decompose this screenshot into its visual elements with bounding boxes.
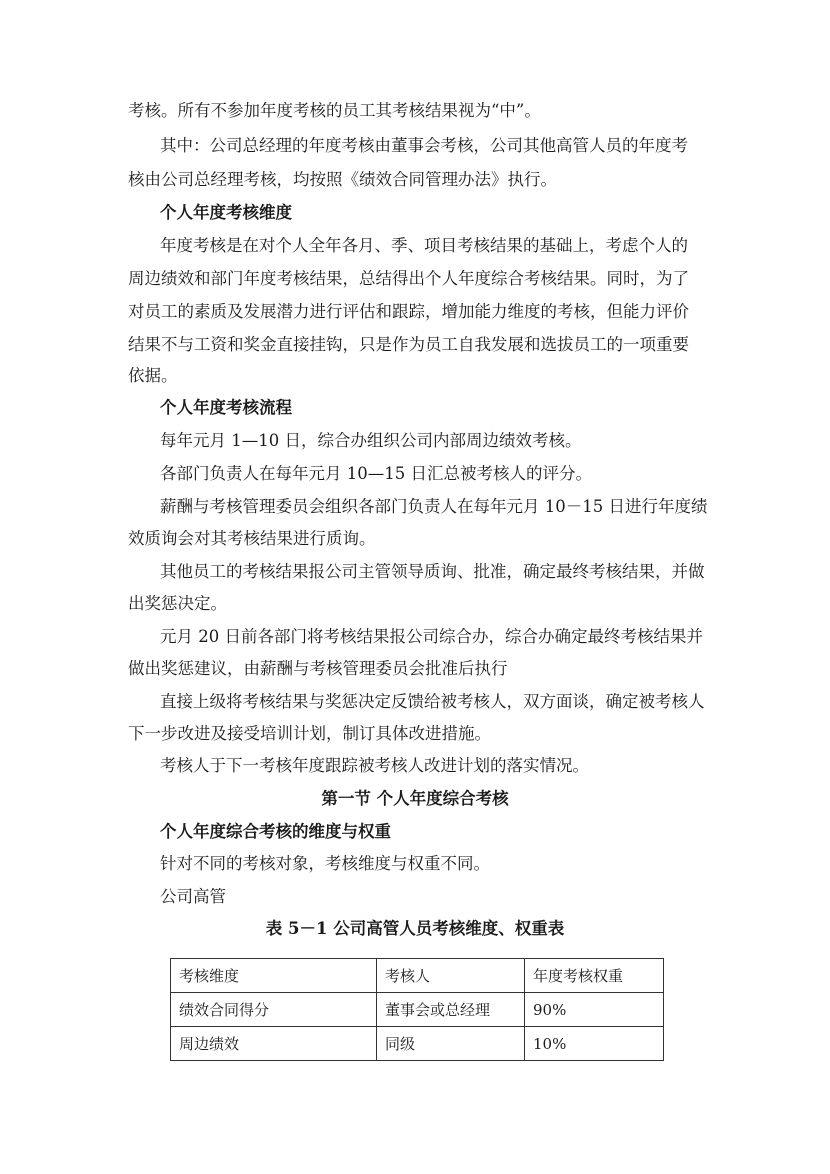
paragraph-text: 依据。 [128,366,178,385]
table-cell: 绩效合同得分 [171,993,377,1027]
paragraph-text: 结果不与工资和奖金直接挂钩，只是作为员工自我发展和选拔员工的一项重要 [128,335,689,354]
paragraph-text: 核由公司总经理考核，均按照《绩效合同管理办法》执行。 [128,170,557,189]
table-header-cell: 考核人 [377,959,525,993]
paragraph-text: 各部门负责人在每年元月 10—15 日汇总被考核人的评分。 [160,464,592,483]
paragraph-text: 其他员工的考核结果报公司主管领导质询、批准，确定最终考核结果，并做 [160,562,705,581]
paragraph-text: 做出奖惩建议，由薪酬与考核管理委员会批准后执行 [128,659,508,678]
paragraph-text: 下一步改进及接受培训计划，制订具体改进措施。 [128,724,491,743]
paragraph-text: 薪酬与考核管理委员会组织各部门负责人在每年元月 10－15 日进行年度绩 [160,497,708,516]
paragraph-text: 直接上级将考核结果与奖惩决定反馈给被考核人，双方面谈，确定被考核人 [160,692,705,711]
paragraph-text: 其中：公司总经理的年度考核由董事会考核，公司其他高管人员的年度考 [160,136,688,155]
section-title: 第一节 个人年度综合考核 [321,789,509,808]
subheading: 个人年度考核维度 [160,203,292,222]
paragraph-text: 出奖惩决定。 [128,594,227,613]
paragraph-text: 效质询会对其考核结果进行质询。 [128,529,376,548]
paragraph-text: 针对不同的考核对象，考核维度与权重不同。 [160,854,490,873]
table-row [171,993,664,1027]
table-caption: 表 5－1 公司高管人员考核维度、权重表 [265,919,565,938]
paragraph-text: 考核人于下一考核年度跟踪被考核人改进计划的落实情况。 [160,756,589,775]
table-header-row [171,959,664,993]
table-cell: 周边绩效 [171,1027,377,1061]
subheading: 个人年度考核流程 [160,398,292,417]
paragraph-text: 周边绩效和部门年度考核结果，总结得出个人年度综合考核结果。同时，为了 [128,269,689,288]
paragraph-text: 每年元月 1—10 日，综合办组织公司内部周边绩效考核。 [160,431,582,450]
weights-table [170,958,664,1061]
table-cell: 10% [525,1027,664,1061]
table-row [171,1027,664,1061]
table-header-cell: 年度考核权重 [525,959,664,993]
paragraph-text: 对员工的素质及发展潜力进行评估和跟踪，增加能力维度的考核，但能力评价 [128,302,689,321]
paragraph-text: 元月 20 日前各部门将考核结果报公司综合办，综合办确定最终考核结果并 [160,627,703,646]
table-cell: 90% [525,993,664,1027]
paragraph-text: 考核。所有不参加年度考核的员工其考核结果视为“中”。 [128,101,541,120]
paragraph-text: 公司高管 [160,887,226,906]
table-cell: 董事会或总经理 [377,993,525,1027]
table-header-cell: 考核维度 [171,959,377,993]
paragraph-text: 年度考核是在对个人全年各月、季、项目考核结果的基础上，考虑个人的 [160,236,688,255]
subheading: 个人年度综合考核的维度与权重 [160,822,391,841]
table-cell: 同级 [377,1027,525,1061]
